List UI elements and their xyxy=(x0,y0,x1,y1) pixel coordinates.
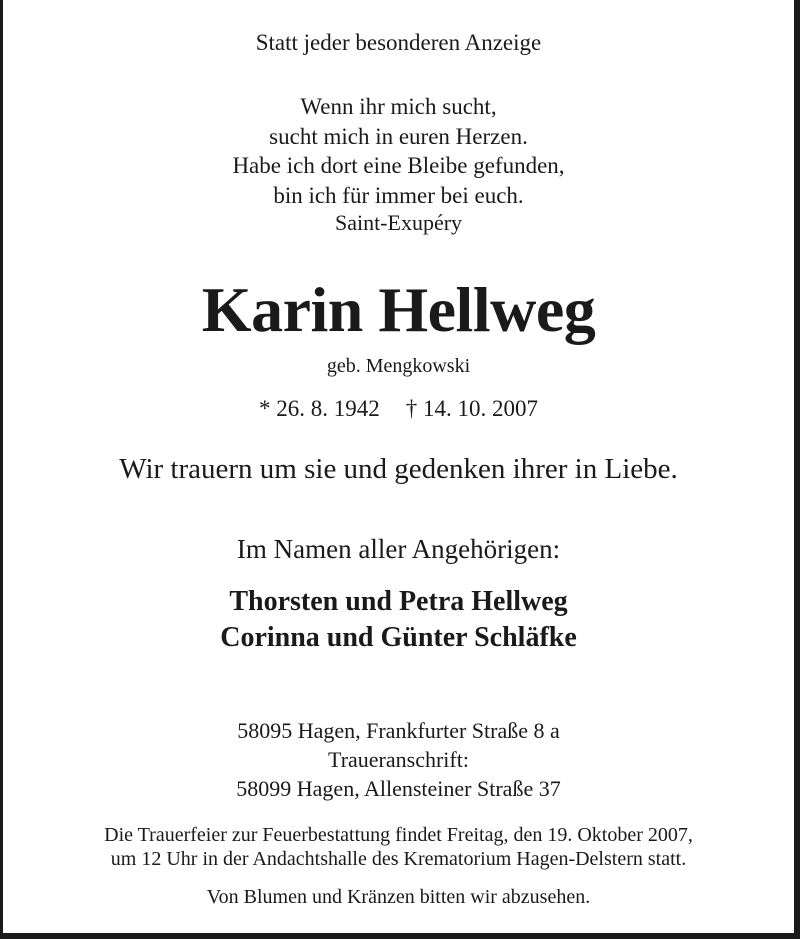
service-line: Die Trauerfeier zur Feuerbestattung findet Freitag, den 19. Oktober 2007, xyxy=(104,824,693,846)
family-line: Corinna und Günter Schläfke xyxy=(220,622,577,653)
mourning-line: Wir trauern um sie und gedenken ihrer in Liebe. xyxy=(119,453,678,485)
poem xyxy=(3,92,794,210)
poem-line: Habe ich dort eine Bleibe gefunden, xyxy=(232,153,565,178)
life-dates xyxy=(3,397,794,420)
flowers-note: Von Blumen und Kränzen bitten wir abzusehen. xyxy=(206,886,591,908)
address-line: 58099 Hagen, Allensteiner Straße 37 xyxy=(236,776,561,801)
family-names xyxy=(3,584,794,656)
service-info xyxy=(3,823,794,871)
service-line: um 12 Uhr in der Andachtshalle des Krematorium Hagen-Delstern statt. xyxy=(110,848,687,870)
intro-line: Statt jeder besonderen Anzeige xyxy=(255,30,542,55)
family-line: Thorsten und Petra Hellweg xyxy=(229,586,568,617)
deceased-name: Karin Hellweg xyxy=(201,274,596,345)
address-line: Traueranschrift: xyxy=(328,747,469,772)
poem-line: sucht mich in euren Herzen. xyxy=(269,123,528,149)
death-date: † 14. 10. 2007 xyxy=(405,396,538,421)
poem-line: bin ich für immer bei euch. xyxy=(273,182,524,208)
address-line: 58095 Hagen, Frankfurter Straße 8 a xyxy=(237,718,560,743)
maiden-name: geb. Mengkowski xyxy=(326,355,471,377)
poem-line: Wenn ihr mich sucht, xyxy=(300,94,497,119)
on-behalf-line: Im Namen aller Angehörigen: xyxy=(236,534,561,564)
address-block xyxy=(3,716,794,803)
birth-date: * 26. 8. 1942 xyxy=(259,396,380,421)
poem-author: Saint-Exupéry xyxy=(334,210,463,235)
